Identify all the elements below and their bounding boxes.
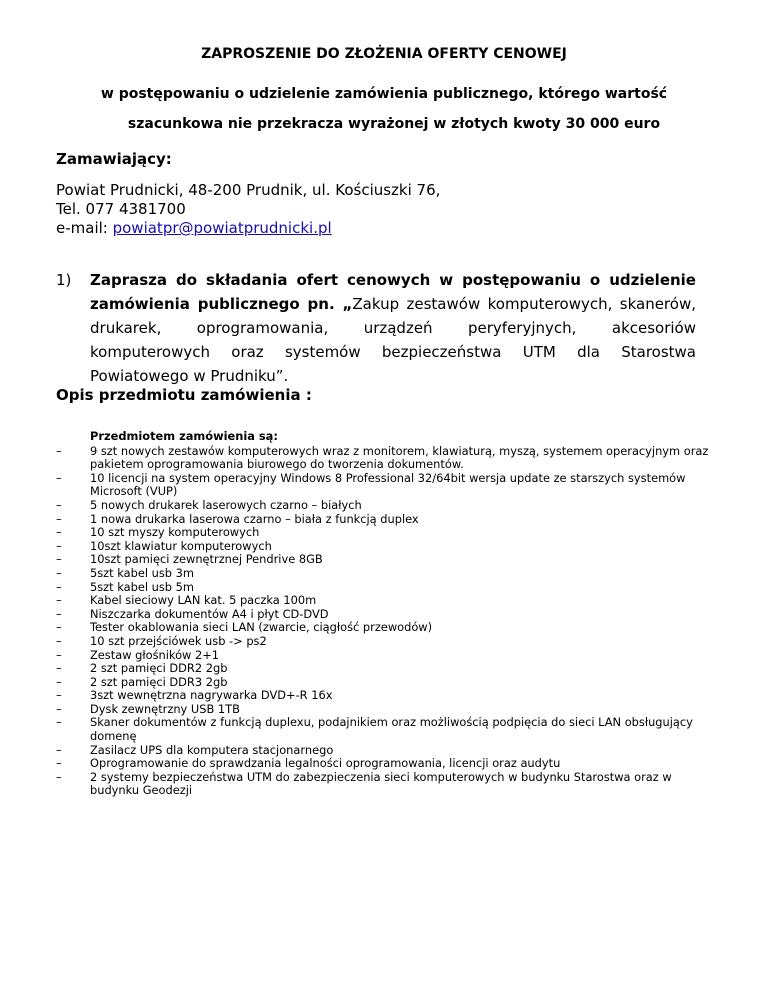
dash-bullet: – [56,742,62,757]
dash-bullet: – [56,701,62,716]
dash-bullet: – [56,525,62,540]
list-item: – 9 szt nowych zestawów komputerowych wraz z monitorem, klawiaturą, myszą, systemem operacyjnym oraz pakietem oprogramowania biurowego do tworzenia dokumentów. [56,443,709,472]
list-item: – 5 nowych drukarek laserowych czarno – białych [56,497,362,512]
zamawiajacy-heading: Zamawiający: [56,150,172,168]
dash-bullet: – [56,470,62,485]
items-list [56,430,716,798]
list-heading: Przedmiotem zamówienia są: [90,429,278,443]
subtitle-line-2: szacunkowa nie przekracza wyrażonej w złotych kwoty 30 000 euro [127,116,661,132]
address-line: Powiat Prudnicki, 48-200 Prudnik, ul. Kościuszki 76, [56,181,441,199]
list-item: – 1 nowa drukarka laserowa czarno – biała z funkcją duplex [56,511,419,526]
address-block [56,181,440,238]
list-item: – Tester okablowania sieci LAN (zwarcie, ciągłość przewodów) [56,620,433,635]
point-text: Zakup zestawów komputerowych, skanerów, drukarek, oprogramowania, urządzeń peryferyjnych, akcesoriów komputerowych oraz systemów bezpieczeństwa UTM dla Starostwa Powiatowego w Prudniku”. [90,295,696,385]
dash-bullet: – [56,552,62,567]
email-link[interactable]: powiatpr@powiatprudnicki.pl [112,219,332,237]
list-item: – 10 licencji na system operacyjny Windows 8 Professional 32/64bit wersja update ze starszych systemów Microsoft (VUP) [56,470,686,499]
point-bold-text: Zaprasza do składania ofert cenowych w postępowaniu o udzielenie zamówienia publicznego pn. „ [90,271,696,313]
dash-bullet: – [56,593,62,608]
list-item: – Niszczarka dokumentów A4 i płyt CD-DVD [56,606,329,621]
email-line [56,219,440,238]
dash-bullet: – [56,565,62,580]
email-label: e-mail: [56,219,113,237]
list-item: – 5szt kabel usb 5m [56,579,194,594]
dash-bullet: – [56,769,62,784]
list-item: – Zasilacz UPS dla komputera stacjonarnego [56,742,334,757]
dash-bullet: – [56,511,62,526]
phone-line: Tel. 077 4381700 [56,200,186,218]
dash-bullet: – [56,538,62,553]
dash-bullet: – [56,756,62,771]
list-item: – Kabel sieciowy LAN kat. 5 paczka 100m [56,593,317,608]
dash-bullet: – [56,443,62,458]
dash-bullet: – [56,606,62,621]
list-item: – Skaner dokumentów z funkcją duplexu, podajnikiem oraz możliwością podpięcia do sieci LAN obsługujący domenę [56,715,693,744]
dash-bullet: – [56,715,62,730]
dash-bullet: – [56,647,62,662]
list-item: – Dysk zewnętrzny USB 1TB [56,701,240,716]
dash-bullet: – [56,661,62,676]
dash-bullet: – [56,688,62,703]
list-item: – 10 szt myszy komputerowych [56,525,260,540]
list-item: – Oprogramowanie do sprawdzania legalności oprogramowania, licencji oraz audytu [56,756,561,771]
dash-bullet: – [56,497,62,512]
list-item: – 10 szt przejściówek usb -> ps2 [56,633,267,648]
dash-bullet: – [56,620,62,635]
list-item: – Zestaw głośników 2+1 [56,647,220,662]
list-item: – 2 szt pamięci DDR2 2gb [56,661,228,676]
list-item: – 5szt kabel usb 3m [56,565,194,580]
opis-heading: Opis przedmiotu zamówienia : [56,386,312,404]
dash-bullet: – [56,633,62,648]
list-item: – 3szt wewnętrzna nagrywarka DVD+-R 16x [56,688,333,703]
subtitle-line-1: w postępowaniu o udzielenie zamówienia publicznego, którego wartość [100,86,668,102]
point-number: 1) [56,271,72,289]
invitation-point [56,268,696,388]
point-body [90,268,696,388]
list-item: – 2 szt pamięci DDR3 2gb [56,674,228,689]
dash-bullet: – [56,674,62,689]
list-item: – 2 systemy bezpieczeństwa UTM do zabezpieczenia sieci komputerowych w budynku Starostwa oraz w budynku Geodezji [56,769,672,798]
document-title: ZAPROSZENIE DO ZŁOŻENIA OFERTY CENOWEJ [201,46,567,62]
list-item: – 10szt klawiatur komputerowych [56,538,272,553]
list-item: – 10szt pamięci zewnętrznej Pendrive 8GB [56,552,323,567]
dash-bullet: – [56,579,62,594]
